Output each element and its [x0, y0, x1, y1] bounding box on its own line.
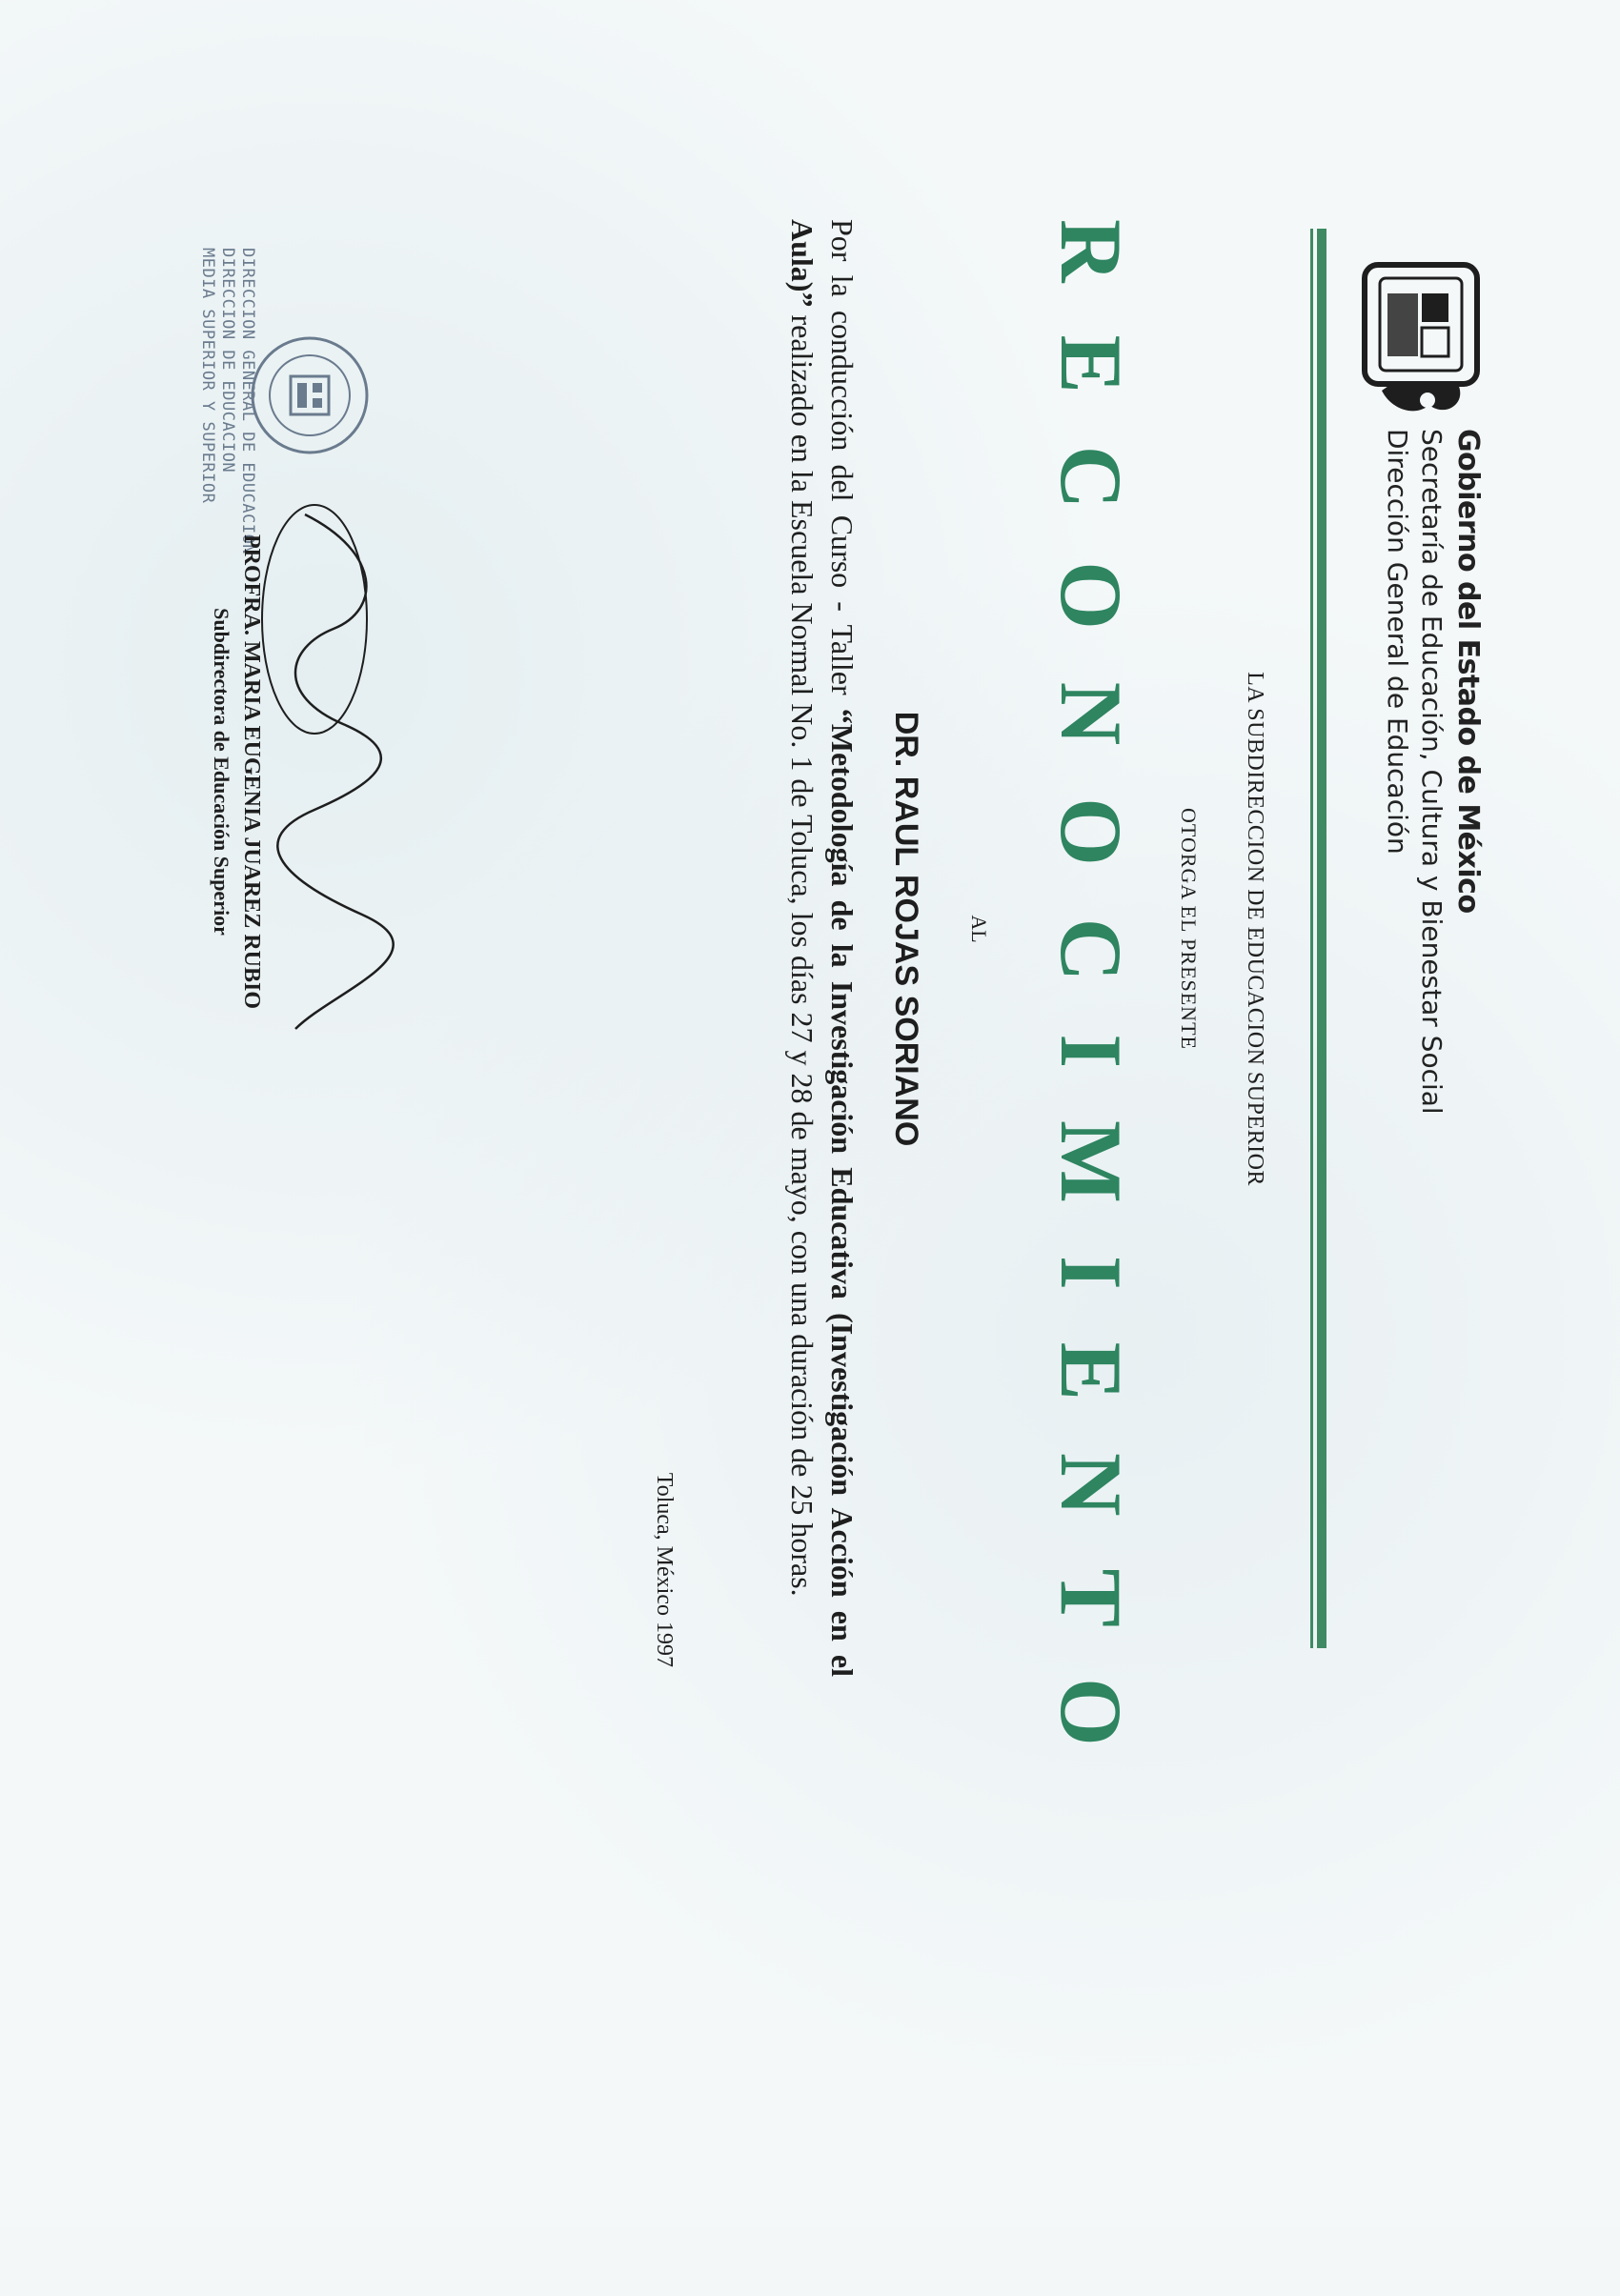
- stamp-line: DIRECCION GENERAL DE EDUCACION: [238, 248, 257, 555]
- grant-line: OTORGA EL PRESENTE: [1177, 808, 1201, 1050]
- place-date: Toluca, México 1997: [652, 1472, 677, 1667]
- signer-block: [206, 505, 267, 1038]
- stamp-line: MEDIA SUPERIOR Y SUPERIOR: [198, 248, 217, 504]
- stamp-line: DIRECCION DE EDUCACION: [218, 248, 237, 473]
- body-intro: Por la conducción del Curso - Taller: [825, 219, 860, 709]
- recipient-name: DR. RAUL ROJAS SORIANO: [888, 711, 924, 1147]
- issuer-line: LA SUBDIRECCION DE EDUCACION SUPERIOR: [1243, 672, 1267, 1186]
- header-rule-thick: [1317, 229, 1326, 1648]
- body-rest: realizado en la Escuela Normal No. 1 de Toluca, los días 27 y 28 de mayo, con una duración de 25 horas.: [785, 307, 820, 1597]
- to-line: AL: [967, 915, 991, 943]
- state-coat-of-arms-icon: [1353, 257, 1487, 419]
- government-header: [1380, 429, 1487, 1115]
- secretaria-line: Secretaría de Educación, Cultura y Bienestar Social: [1416, 429, 1448, 1115]
- government-title: Gobierno del Estado de México: [1451, 429, 1485, 914]
- certificate: [133, 219, 1487, 2296]
- signer-role: Subdirectora de Educación Superior: [210, 608, 233, 936]
- official-stamp: [248, 333, 372, 457]
- certificate-title: RECONOCIMIENTO: [1043, 219, 1140, 1799]
- header-rule-thin: [1310, 229, 1313, 1648]
- signer-name: PROFRA. MARIA EUGENIA JUAREZ RUBIO: [239, 534, 264, 1010]
- seal-text-top: CULTURA: [1463, 302, 1473, 346]
- seal-text-bottom: LIBERTAD: [1366, 301, 1376, 347]
- certificate-body: [782, 219, 862, 1677]
- direccion-line: Dirección General de Educación: [1382, 429, 1413, 855]
- course-title: “Metodología de la Investigación Educativa (Investigación Acción en el Aula)”: [785, 219, 860, 1678]
